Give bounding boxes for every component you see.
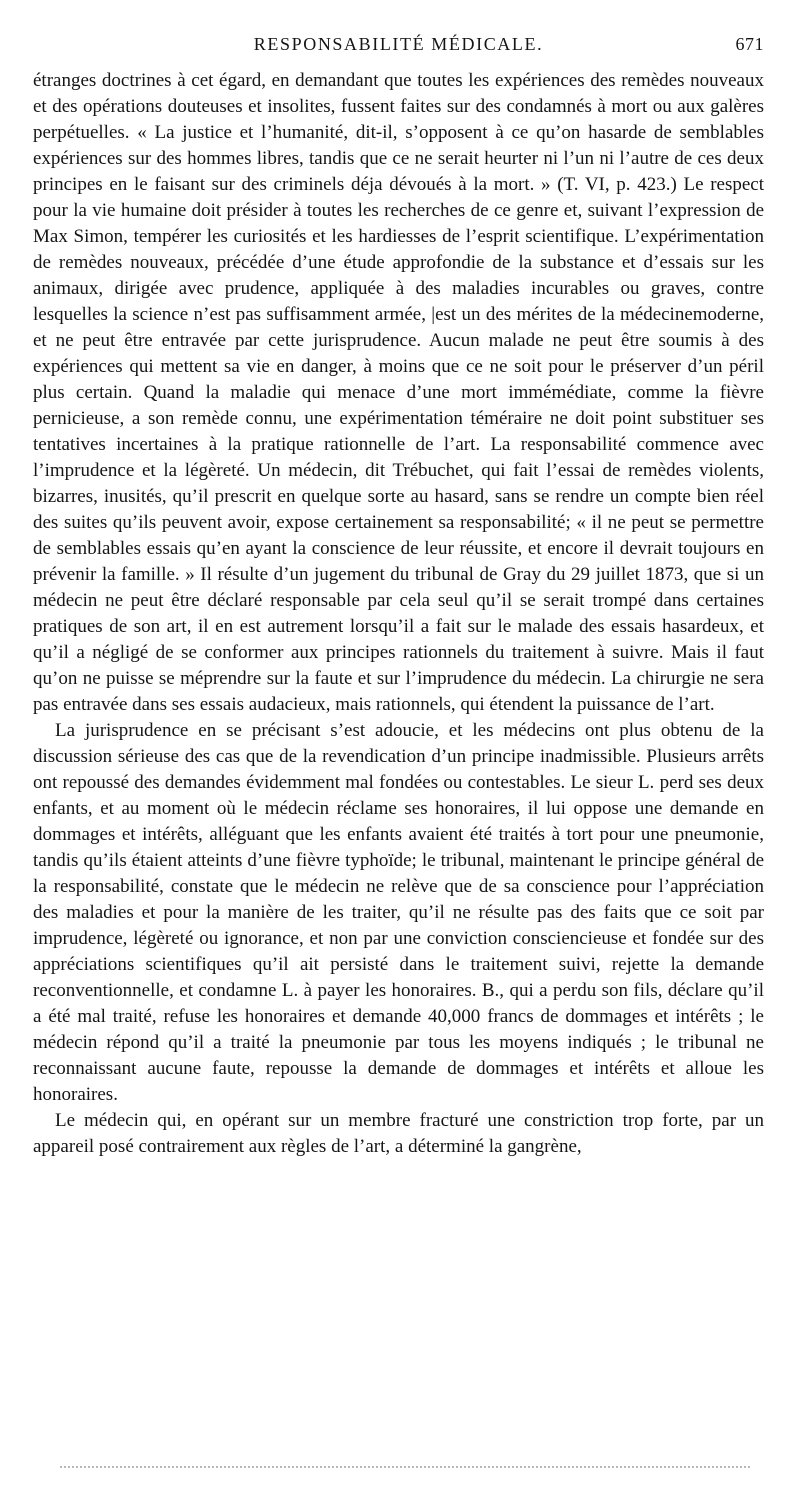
body-text bbox=[33, 68, 764, 1160]
running-head bbox=[33, 28, 764, 68]
paragraph-fracture: Le médecin qui, en opérant sur un membre fracturé une constriction trop forte, par un appareil posé contrairement aux règles de l’art, a déterminé la gangrène, bbox=[33, 1110, 764, 1157]
paragraph-continued: étranges doctrines à cet égard, en demandant que toutes les expériences des remèdes nouveaux et des opérations douteuses et insolites, fussent faites sur des condamnés à mort ou aux galères perpétuelles. « La justice et l’humanité, dit-il, s’opposent à ce qu’on hasarde de semblables expériences sur des hommes libres, tandis que ce ne serait heurter ni l’un ni l’autre de ces deux principes en le faisant sur des criminels déja dévoués à la mort. » (T. VI, p. 423.) Le respect pour la vie humaine doit présider à toutes les recherches de ce genre et, suivant l’expression de Max Simon, tempérer les curiosités et les hardiesses de l’esprit scientifique. L’expérimentation de remèdes nouveaux, précédée d’une étude approfondie de la substance et d’essais sur les animaux, dirigée avec prudence, appliquée à des maladies incurables ou graves, contre lesquelles la science n’est pas suffisamment armée, |est un des mérites de la médecinemoderne, et ne peut être entravée par cette jurisprudence. Aucun malade ne peut être soumis à des expériences qui mettent sa vie en danger, à moins que ce ne soit pour le préserver d’un péril plus certain. Quand la maladie qui menace d’une mort immémédiate, comme la fièvre pernicieuse, a son remède connu, une expérimentation téméraire ne doit point substituer ses tentatives incertaines à la pratique rationnelle de l’art. La responsabilité commence avec l’imprudence et la légèreté. Un médecin, dit Trébuchet, qui fait l’essai de remèdes violents, bizarres, inusités, qu’il prescrit en quelque sorte au hasard, sans se rendre un compte bien réel des suites qu’ils peuvent avoir, expose certainement sa responsabilité; « il ne peut se permettre de semblables essais qu’en ayant la conscience de leur réussite, et encore il devrait toujours en prévenir la famille. » Il résulte d’un jugement du tribunal de Gray du 29 juillet 1873, que si un médecin ne peut être déclaré responsable par cela seul qu’il se serait trompé dans certaines pratiques de son art, il en est autrement lorsqu’il a fait sur le malade des essais hasardeux, et qu’il a négligé de se conformer aux principes rationnels du traitement à suivre. Mais il faut qu’on ne puisse se méprendre sur la faute et sur l’imprudence du médecin. La chirurgie ne sera pas entravée dans ses essais audacieux, mais rationnels, qui étendent la puissance de l’art. bbox=[33, 70, 764, 715]
footer-dotted-rule bbox=[60, 1466, 750, 1468]
running-title: RESPONSABILITÉ MÉDICALE. bbox=[253, 34, 544, 54]
page-number: 671 bbox=[735, 34, 764, 54]
paragraph-jurisprudence: La jurisprudence en se précisant s’est adoucie, et les médecins ont plus obtenu de la discussion sérieuse des cas que de la revendication d’un principe inadmissible. Plusieurs arrêts ont repoussé des demandes évidemment mal fondées ou contestables. Le sieur L. perd ses deux enfants, et au moment où le médecin réclame ses honoraires, il lui oppose une demande en dommages et intérêts, alléguant que les enfants avaient été traités à tort pour une pneumonie, tandis qu’ils étaient atteints d’une fièvre typhoïde; le tribunal, maintenant le principe général de la responsabilité, constate que le médecin ne relève que de sa conscience pour l’appréciation des maladies et pour la manière de les traiter, qu’il ne résulte pas des faits que ce soit par imprudence, légèreté ou ignorance, et non par une conviction consciencieuse et fondée sur des appréciations scientifiques qu’il ait persisté dans le traitement suivi, rejette la demande reconventionnelle, et condamne L. à payer les honoraires. B., qui a perdu son fils, déclare qu’il a été mal traité, refuse les honoraires et demande 40,000 francs de dommages et intérêts ; le médecin répond qu’il a traité la pneumonie par tous les moyens indiqués ; le tribunal ne reconnaissant aucune faute, repousse la demande de dommages et intérêts et alloue les honoraires. bbox=[33, 720, 764, 1105]
book-page bbox=[33, 28, 764, 1160]
